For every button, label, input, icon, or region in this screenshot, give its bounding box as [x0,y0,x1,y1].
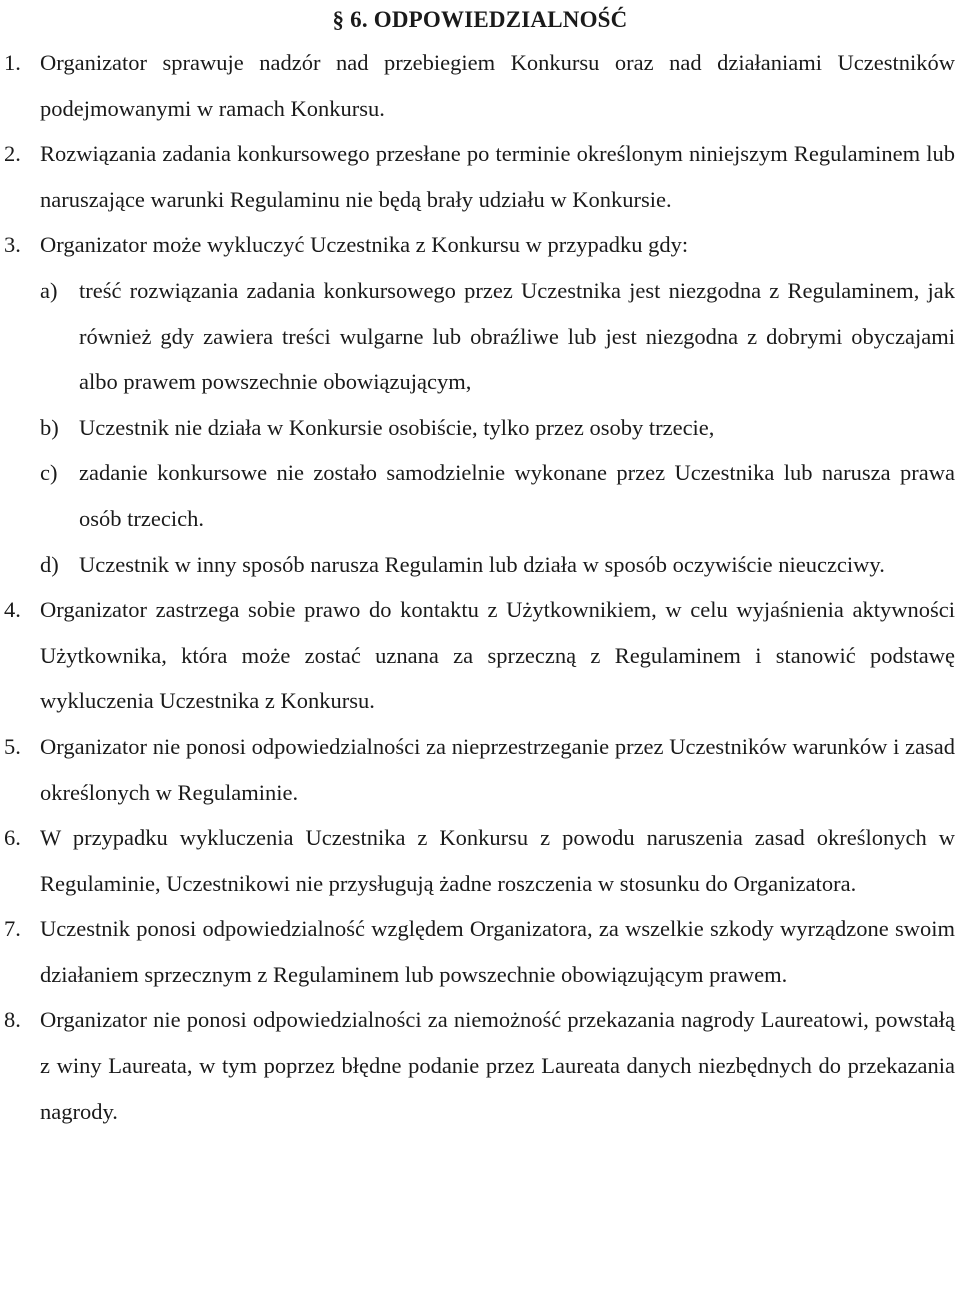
item-text: Rozwiązania zadania konkursowego przesłane po terminie określonym niniejszym Regulaminem lub naruszające warunki Regulaminu nie będą brały udziału w Konkursie. [40,141,955,212]
item-text: Organizator nie ponosi odpowiedzialności za nieprzestrzeganie przez Uczestników warunków i zasad określonych w Regulaminie. [40,733,955,805]
item-number: 7. [4,916,21,942]
item-number: 2. [4,141,21,167]
item-number: 6. [4,825,21,851]
list-item-1 [0,40,955,131]
list-item-3 [0,222,955,587]
item-text: Uczestnik ponosi odpowiedzialność względem Organizatora, za wszelkie szkody wyrządzone swoim działaniem sprzecznym z Regulaminem lub powszechnie obowiązującym prawem. [40,916,955,987]
item-text: Organizator nie ponosi odpowiedzialności za niemożność przekazania nagrody Laureatowi, powstałą z winy Laureata, w tym poprzez błędne podanie przez Laureata danych niezbędnych do przekazania nagrody. [40,1007,955,1124]
sub-list [0,268,955,587]
sub-item-letter: a) [40,277,58,303]
item-text: Organizator może wykluczyć Uczestnika z Konkursu w przypadku gdy: [40,232,689,258]
sub-item-d [0,542,955,588]
list-item-7 [0,906,955,997]
sub-item-text: treść rozwiązania zadania konkursowego przez Uczestnika jest niezgodna z Regulaminem, jak również gdy zawiera treści wulgarne lub obraźliwe lub jest niezgodna z dobrymi obyczajami albo prawem powszechnie obowiązującym, [79,277,955,395]
item-number: 4. [4,597,21,623]
sub-item-letter: c) [40,460,58,486]
list-item-6 [0,815,955,906]
sub-item-letter: b) [40,414,59,440]
numbered-list [0,40,955,1134]
sub-item-b [0,405,955,451]
list-item-2 [0,131,955,222]
list-item-4 [0,587,955,724]
sub-item-c [0,450,955,541]
item-text: Organizator sprawuje nadzór nad przebiegiem Konkursu oraz nad działaniami Uczestników podejmowanymi w ramach Konkursu. [40,50,955,121]
sub-item-text: Uczestnik nie działa w Konkursie osobiście, tylko przez osoby trzecie, [79,414,715,440]
sub-item-text: Uczestnik w inny sposób narusza Regulamin lub działa w sposób oczywiście nieuczciwy. [79,551,885,577]
sub-item-text: zadanie konkursowe nie zostało samodzielnie wykonane przez Uczestnika lub narusza prawa osób trzecich. [79,460,955,531]
list-item-8 [0,997,955,1134]
item-number: 3. [4,232,21,258]
section-heading: § 6. ODPOWIEDZIALNOŚĆ [332,7,628,32]
item-number: 5. [4,733,21,759]
item-number: 8. [4,1007,21,1033]
item-text: W przypadku wykluczenia Uczestnika z Konkursu z powodu naruszenia zasad określonych w Regulaminie, Uczestnikowi nie przysługują żadne roszczenia w stosunku do Organizatora. [40,825,955,896]
item-number: 1. [4,50,21,75]
item-text: Organizator zastrzega sobie prawo do kontaktu z Użytkownikiem, w celu wyjaśnienia aktywności Użytkownika, która może zostać uznana za sprzeczną z Regulaminem i stanowić podstawę wykluczenia Uczestnika z Konkursu. [40,597,955,714]
sub-item-letter: d) [40,551,59,577]
sub-item-a [0,268,955,405]
list-item-5 [0,724,955,815]
